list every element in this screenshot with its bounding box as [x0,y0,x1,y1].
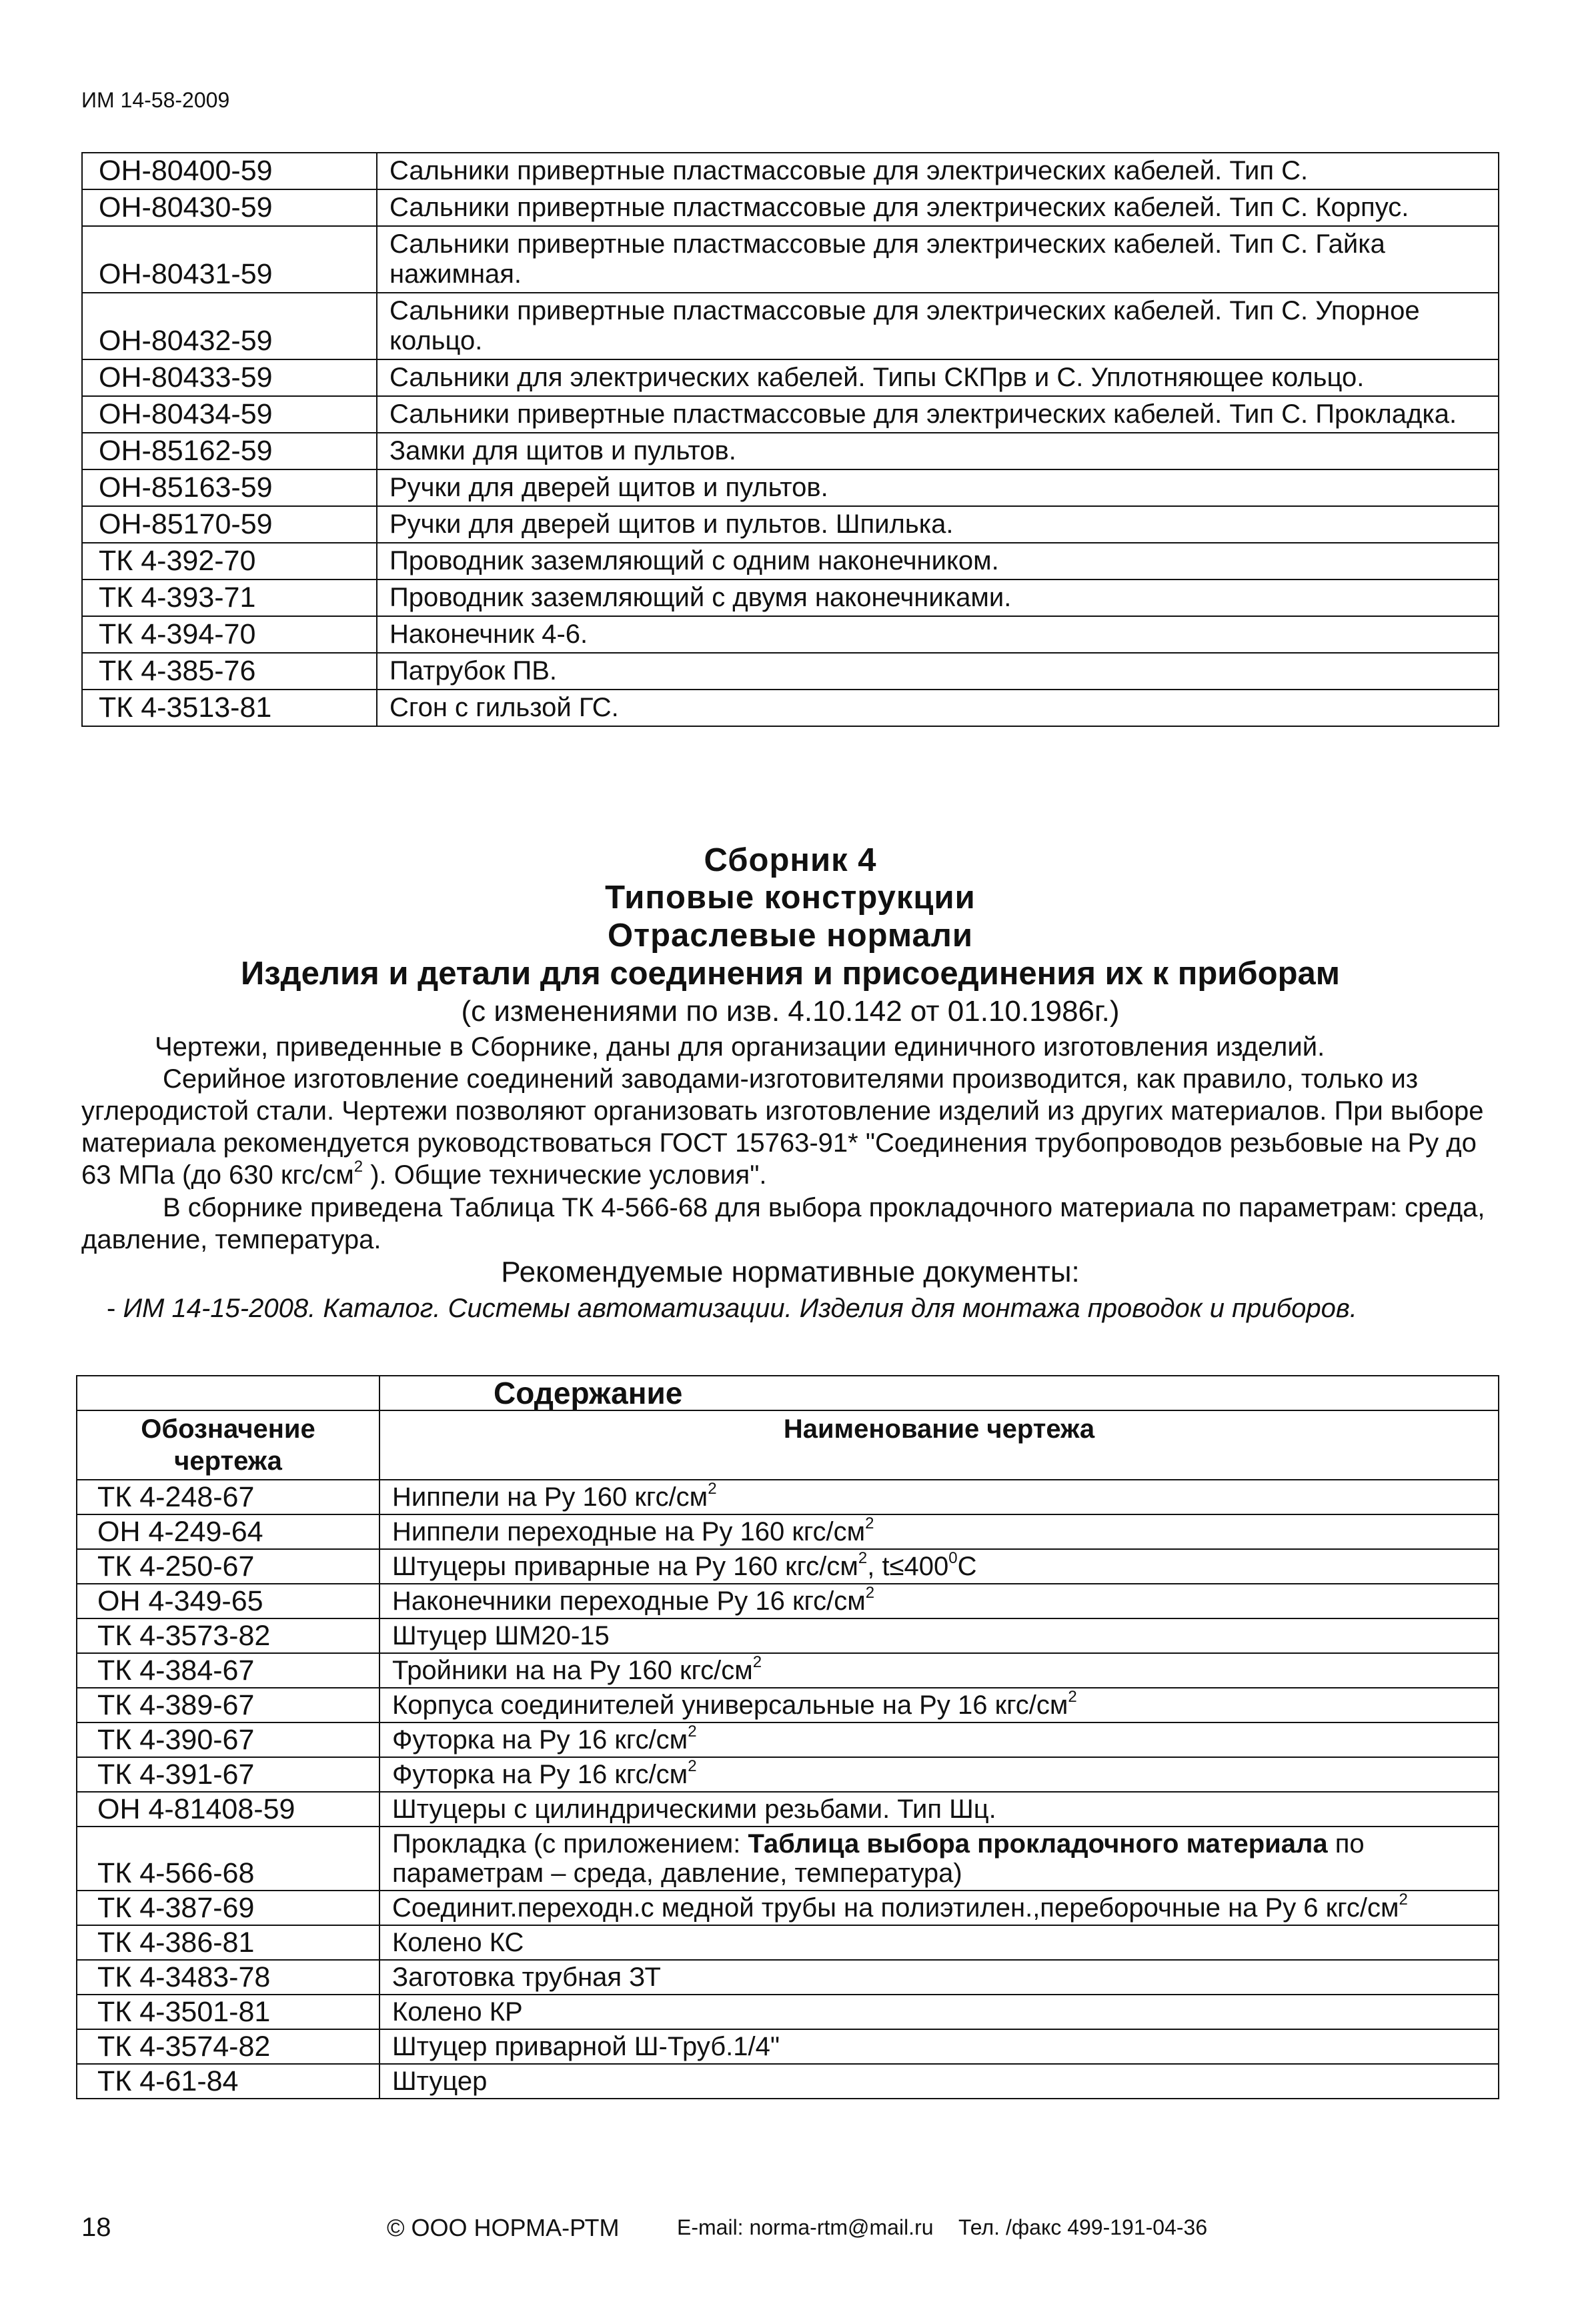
drawing-code: ТК 4-61-84 [77,2064,379,2099]
superscript: 2 [865,1583,875,1602]
drawing-name-text: Штуцеры с цилиндрическими резьбами. Тип Шц. [392,1795,996,1824]
column-header-code: Обозначение чертежа [77,1410,379,1480]
drawing-name [379,1514,1499,1549]
drawing-name [379,1757,1499,1792]
drawing-name-tail: , t≤400 [867,1552,949,1581]
drawing-code: ТК 4-391-67 [77,1757,379,1792]
table-row [77,2064,1499,2099]
table-row [82,616,1499,653]
paragraph-serial-production-text: Серийное изготовление соединений заводами-изготовителями производится, как правило, только из углеродистой стали. Чертежи позволяют организовать изготовление изделий из других материалов. При выборе материала рекомендуется руководствоваться ГОСТ 15763-91* "Соединения трубопроводов резьбовые на Ру до 63 МПа (до 630 кгс/см [81,1064,1484,1190]
drawing-code: ОН 4-349-65 [77,1584,379,1618]
drawing-description: Сальники привертные пластмассовые для электрических кабелей. Тип С. Гайка нажимная. [377,226,1499,293]
drawing-name-text: Тройники на на Ру 160 кгс/см [392,1656,753,1685]
drawing-code: ТК 4-250-67 [77,1549,379,1584]
table-row [82,579,1499,616]
superscript: 2 [1399,1890,1408,1909]
superscript: 0 [948,1548,958,1567]
paragraph-serial-production [81,1063,1509,1191]
contents-table [76,1375,1499,2099]
drawing-description: Замки для щитов и пультов. [377,433,1499,469]
collection-subtitle-typical: Типовые конструкции [605,880,976,916]
table-row [77,1514,1499,1549]
table-row [82,543,1499,579]
drawing-name-tail: по параметрам – среда, давление, температура) [392,1829,1365,1888]
table-row [77,1480,1499,1514]
table-row [82,359,1499,396]
drawing-code: ТК 4-389-67 [77,1688,379,1722]
drawing-description: Сгон с гильзой ГС. [377,690,1499,726]
table-row [82,690,1499,726]
table-row [82,469,1499,506]
drawing-name [379,1891,1499,1925]
drawing-code: ТК 4-3483-78 [77,1960,379,1995]
table-row [77,1584,1499,1618]
drawing-name [379,1480,1499,1514]
drawing-code: ОН-80434-59 [82,396,377,433]
collection-subtitle-norms: Отраслевые нормали [607,918,974,954]
drawing-name-tail: C [957,1552,977,1581]
drawing-name [379,2029,1499,2064]
table-row [82,506,1499,543]
drawing-name-text: Соединит.переходн.с медной трубы на полиэтилен.,переборочные на Ру 6 кгс/см [392,1893,1399,1923]
table-row [77,1549,1499,1584]
drawing-code: ОН-80431-59 [82,226,377,293]
table-row [77,1792,1499,1827]
drawing-code: ОН 4-81408-59 [77,1792,379,1827]
superscript: 2 [1068,1687,1077,1706]
drawing-code: ОН-80430-59 [82,189,377,226]
table-row [77,1653,1499,1688]
drawing-code: ТК 4-3573-82 [77,1618,379,1653]
table-row [77,1618,1499,1653]
drawing-code: ОН-80432-59 [82,293,377,359]
drawing-code: ОН-85170-59 [82,506,377,543]
drawing-description: Проводник заземляющий с двумя наконечниками. [377,579,1499,616]
drawing-name-text: Футорка на Ру 16 кгс/см [392,1760,688,1789]
table-row [82,293,1499,359]
table-row [77,1995,1499,2029]
drawing-name [379,1792,1499,1827]
drawing-code: ОН-85162-59 [82,433,377,469]
table-row [82,189,1499,226]
drawing-name [379,1584,1499,1618]
drawing-name-text: Наконечники переходные Ру 16 кгс/см [392,1586,866,1616]
drawing-code: ТК 4-248-67 [77,1480,379,1514]
table-row [82,653,1499,690]
drawing-name-text: Штуцер [392,2067,488,2096]
drawing-name [379,1688,1499,1722]
drawing-description: Ручки для дверей щитов и пультов. [377,469,1499,506]
contents-title-spacer [77,1376,379,1410]
drawing-code: ТК 4-390-67 [77,1722,379,1757]
drawing-code: ТК 4-392-70 [82,543,377,579]
drawing-code: ТК 4-386-81 [77,1925,379,1960]
drawing-name [379,2064,1499,2099]
drawing-name-text: Прокладка (с приложением: [392,1829,748,1859]
drawing-name [379,1722,1499,1757]
drawing-name-bold: Таблица выбора прокладочного материала [748,1829,1328,1859]
drawing-name [379,1827,1499,1891]
table-row [77,1688,1499,1722]
drawing-name [379,1925,1499,1960]
drawing-code: ОН 4-249-64 [77,1514,379,1549]
drawing-code: ТК 4-387-69 [77,1891,379,1925]
footer-email: E-mail: norma-rtm@mail.ru [677,2215,934,2239]
drawing-name-text: Заготовка трубная ЗТ [392,1963,661,1992]
drawing-code: ОН-80400-59 [82,153,377,189]
drawing-description: Ручки для дверей щитов и пультов. Шпилька. [377,506,1499,543]
superscript: 2 [858,1548,868,1567]
collection-title: Сборник 4 [704,842,877,878]
paragraph-table-note: В сборнике приведена Таблица ТК 4-566-68 для выбора прокладочного материала по параметрам: среда, давление, температура. [81,1193,1485,1254]
recommended-doc-text: ИМ 14-15-2008. Каталог. Системы автоматизации. Изделия для монтажа проводок и приборов. [123,1294,1357,1323]
drawing-description: Сальники привертные пластмассовые для электрических кабелей. Тип С. [377,153,1499,189]
superscript: 2 [688,1722,697,1740]
drawing-name-text: Футорка на Ру 16 кгс/см [392,1725,688,1755]
recommended-doc-item [107,1292,1374,1324]
drawing-name-text: Колено КР [392,1997,523,2027]
table-row [77,1757,1499,1792]
drawing-name-text: Штуцер приварной Ш-Труб.1/4" [392,2032,780,2061]
paragraph-drawings-purpose: Чертежи, приведенные в Сборнике, даны для организации единичного изготовления изделий. [155,1032,1325,1062]
table-row [77,1827,1499,1891]
superscript: 2 [353,1157,363,1176]
table-row [77,1925,1499,1960]
collection-subject: Изделия и детали для соединения и присоединения их к приборам [240,956,1341,992]
drawing-code: ТК 4-3501-81 [77,1995,379,2029]
drawing-code: ОН-85163-59 [82,469,377,506]
drawing-code: ТК 4-3513-81 [82,690,377,726]
superscript: 2 [752,1652,762,1671]
table-row [77,1891,1499,1925]
drawing-name [379,1995,1499,2029]
drawing-code: ОН-80433-59 [82,359,377,396]
drawing-name-text: Штуцеры приварные на Ру 160 кгс/см [392,1552,858,1581]
table-row [82,153,1499,189]
drawings-table-continued [81,152,1499,727]
drawing-description: Сальники привертные пластмассовые для электрических кабелей. Тип С. Корпус. [377,189,1499,226]
contents-title: Содержание [379,1376,1499,1410]
drawing-code: ТК 4-3574-82 [77,2029,379,2064]
list-dash: - [107,1294,123,1323]
drawing-name [379,1618,1499,1653]
table-row [77,2029,1499,2064]
drawing-description: Патрубок ПВ. [377,653,1499,690]
drawing-name-text: Штуцер ШМ20-15 [392,1621,610,1650]
drawing-code: ТК 4-384-67 [77,1653,379,1688]
superscript: 2 [865,1514,874,1532]
drawing-name [379,1653,1499,1688]
table-row [77,1960,1499,1995]
table-row [82,396,1499,433]
drawing-name [379,1960,1499,1995]
drawing-name-text: Корпуса соединителей универсальные на Ру 16 кгс/см [392,1690,1068,1720]
superscript: 2 [708,1479,717,1498]
superscript: 2 [688,1757,697,1775]
drawing-name-text: Колено КС [392,1928,524,1957]
footer-copyright: © ООО НОРМА-РТМ [387,2214,620,2241]
drawing-name-text: Ниппели на Ру 160 кгс/см [392,1482,708,1512]
document-code: ИМ 14-58-2009 [81,88,230,112]
drawing-description: Сальники привертные пластмассовые для электрических кабелей. Тип С. Упорное кольцо. [377,293,1499,359]
drawing-code: ТК 4-566-68 [77,1827,379,1891]
drawing-name [379,1549,1499,1584]
table-row [82,433,1499,469]
drawing-name-text: Ниппели переходные на Ру 160 кгс/см [392,1517,866,1546]
drawing-code: ТК 4-385-76 [82,653,377,690]
recommended-docs-heading: Рекомендуемые нормативные документы: [501,1256,1080,1288]
drawing-description: Сальники привертные пластмассовые для электрических кабелей. Тип С. Прокладка. [377,396,1499,433]
page-number: 18 [81,2213,111,2242]
drawing-code: ТК 4-393-71 [82,579,377,616]
column-header-name: Наименование чертежа [379,1410,1499,1480]
footer-phone: Тел. /факс 499-191-04-36 [958,2215,1208,2239]
drawing-code: ТК 4-394-70 [82,616,377,653]
drawing-description: Проводник заземляющий с одним наконечником. [377,543,1499,579]
drawing-description: Наконечник 4-6. [377,616,1499,653]
collection-changes-note: (с изменениями по изв. 4.10.142 от 01.10.1986г.) [461,995,1120,1028]
table-row [77,1722,1499,1757]
paragraph-serial-production-end: ). Общие технические условия". [363,1160,767,1190]
table-row [82,226,1499,293]
drawing-description: Сальники для электрических кабелей. Типы СКПрв и С. Уплотняющее кольцо. [377,359,1499,396]
